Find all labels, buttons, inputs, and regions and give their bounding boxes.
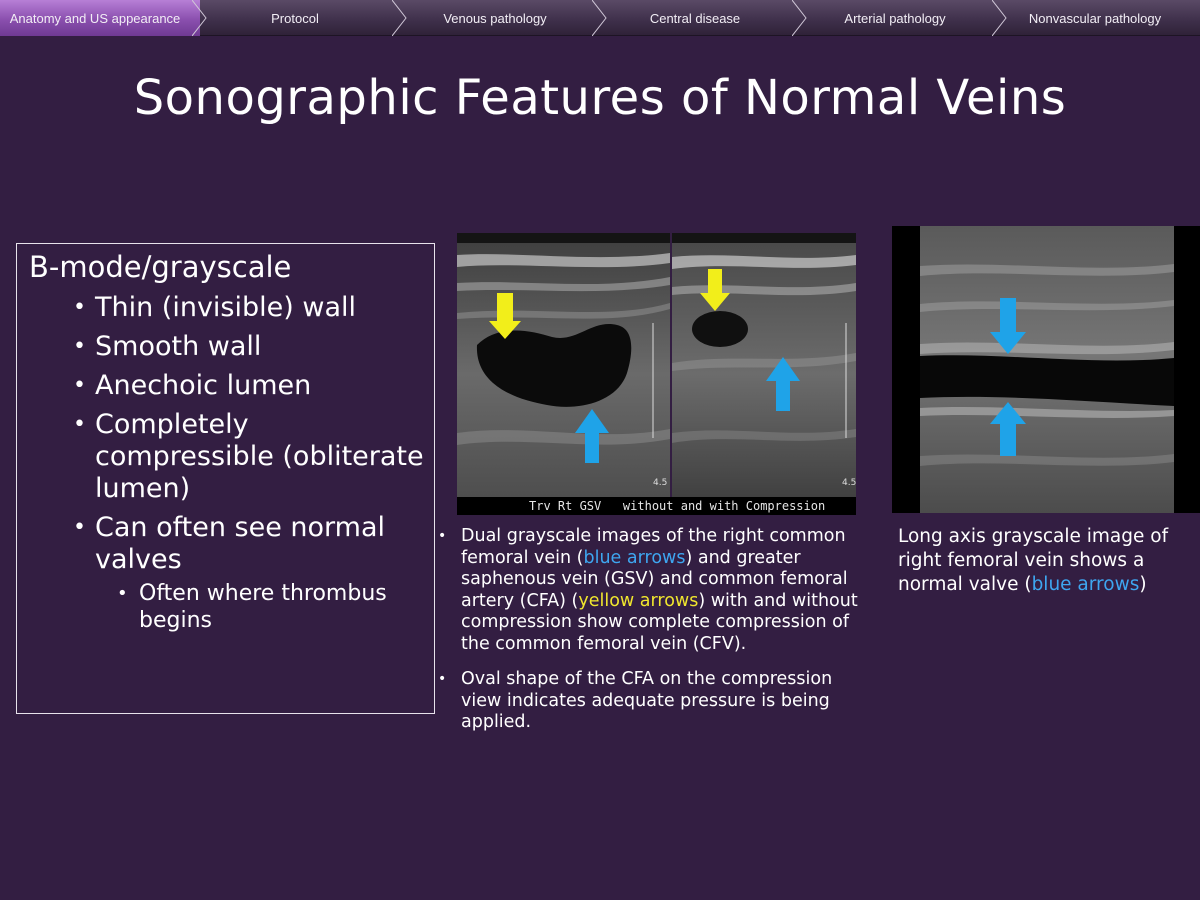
chevron-right-icon <box>792 0 808 36</box>
tab-arterial-pathology[interactable] <box>800 0 1000 36</box>
box-heading: B-mode/grayscale <box>29 250 292 284</box>
list-item <box>436 526 876 655</box>
list-item <box>69 292 434 324</box>
chevron-right-icon <box>592 0 608 36</box>
list-item <box>69 409 434 505</box>
tab-label: Arterial pathology <box>844 10 946 26</box>
caption-text: Dual grayscale images of the right common femoral vein ( <box>461 526 846 568</box>
ultrasound-image-long-axis <box>892 226 1200 513</box>
list-item <box>69 370 434 402</box>
tab-label: Central disease <box>649 10 741 26</box>
list-item <box>436 669 876 734</box>
ultrasound-image-no-compression <box>457 233 670 515</box>
sub-list <box>95 580 434 634</box>
tab-protocol[interactable] <box>200 0 400 36</box>
list-item-text: Can often see normal valves <box>95 512 386 575</box>
caption-text: ) with and without compression show complete compression of the common femoral vein (CFV). <box>461 590 858 654</box>
chevron-right-icon <box>992 0 1008 36</box>
tab-central-disease[interactable] <box>600 0 800 36</box>
tab-venous-pathology[interactable] <box>400 0 600 36</box>
caption-text: ) <box>1139 574 1147 595</box>
caption-highlight-blue: blue arrows <box>1031 574 1140 595</box>
tab-label: Venous pathology <box>443 10 547 26</box>
tab-label: Nonvascular pathology <box>1028 10 1162 26</box>
ultrasound-image-with-compression <box>672 233 856 515</box>
feature-list <box>69 292 434 641</box>
list-item-text: Thin (invisible) wall <box>95 292 356 323</box>
list-item-text: Anechoic lumen <box>95 370 312 401</box>
caption-text: ) and greater saphenous vein (GSV) and common femoral artery (CFA) ( <box>461 547 848 611</box>
depth-scale-label: 4.5 <box>653 478 668 488</box>
depth-scale-label: 4.5 <box>842 478 856 488</box>
tab-nonvascular-pathology[interactable] <box>1000 0 1200 36</box>
list-item <box>69 512 434 634</box>
tab-label: Anatomy and US appearance <box>9 10 181 26</box>
list-item-text: Smooth wall <box>95 331 262 362</box>
caption-text: Long axis grayscale image of right femoral vein shows a normal valve ( <box>898 526 1169 595</box>
slide-title: Sonographic Features of Normal Veins <box>133 70 1067 126</box>
caption-highlight-blue: blue arrows <box>583 547 686 568</box>
tab-anatomy[interactable] <box>0 0 200 36</box>
caption-text: Oval shape of the CFA on the compression view indicates adequate pressure is being applied. <box>461 669 833 732</box>
ultrasound-caption: Trv Rt GSV without and with Compression <box>457 497 856 515</box>
list-item-text: Completely compressible (obliterate lumen) <box>95 409 424 504</box>
center-caption-list <box>436 526 876 748</box>
sub-list-item-text: Often where thrombus begins <box>139 581 387 633</box>
section-nav-bar <box>0 0 1200 36</box>
list-item <box>69 331 434 363</box>
chevron-right-icon <box>392 0 408 36</box>
features-box <box>16 243 435 714</box>
caption-highlight-yellow: yellow arrows <box>578 590 699 611</box>
right-image-caption <box>898 525 1188 597</box>
chevron-right-icon <box>192 0 208 36</box>
sub-list-item <box>115 580 434 634</box>
tab-label: Protocol <box>271 10 319 26</box>
